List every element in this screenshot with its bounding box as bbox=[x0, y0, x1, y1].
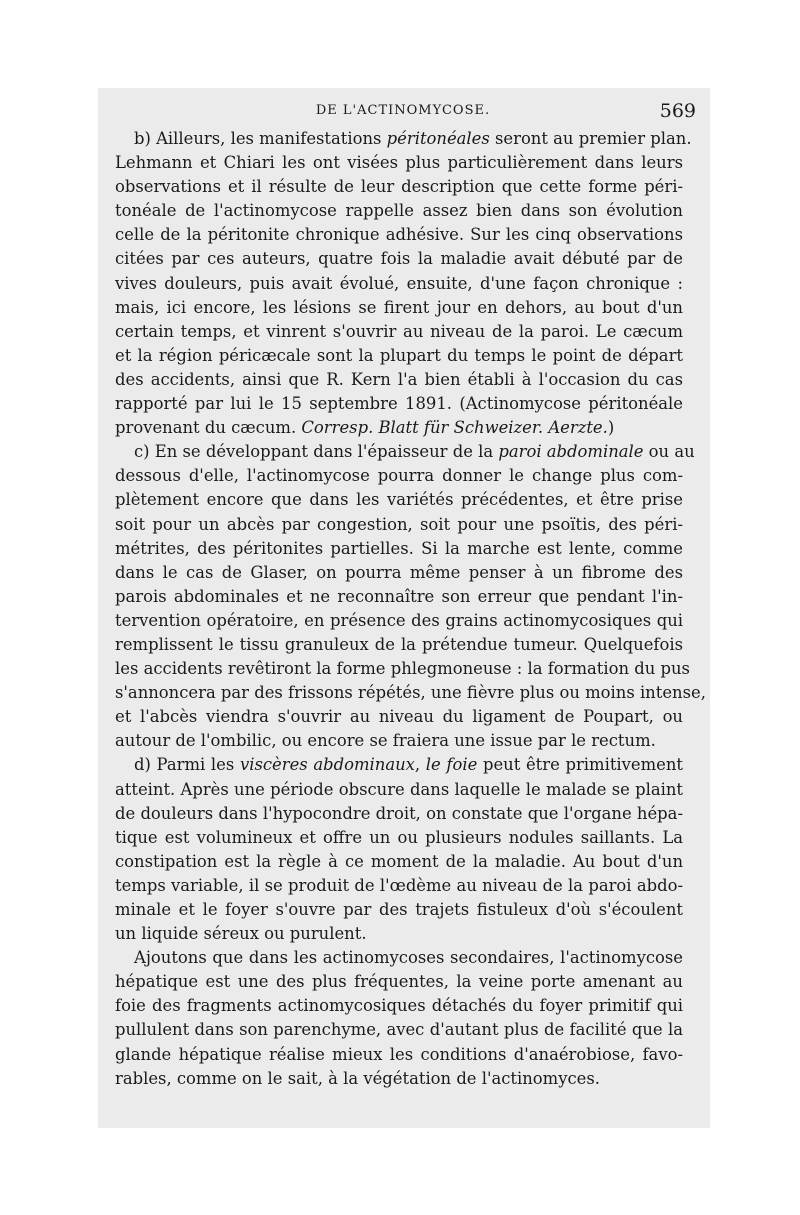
text-segment: provenant du cæcum. bbox=[115, 418, 302, 438]
text-segment: temps variable, il se produit de l'œdème au niveau de la paroi abdo- bbox=[115, 875, 683, 895]
text-segment: et la région péricæcale sont la plupart du temps le point de départ bbox=[115, 345, 683, 365]
running-title: DE L'ACTINOMYCOSE. bbox=[315, 103, 491, 118]
text-line bbox=[115, 898, 683, 922]
paragraph bbox=[115, 946, 683, 1091]
text-segment: citées par ces auteurs, quatre fois la maladie avait débuté par de bbox=[115, 249, 683, 269]
text-segment: mais, ici encore, les lésions se firent jour en dehors, au bout d'un bbox=[115, 297, 683, 317]
body-text bbox=[115, 127, 706, 1091]
text-segment: vives douleurs, puis avait évolué, ensuite, d'une façon chronique : bbox=[115, 273, 683, 293]
italic-text: péritonéales bbox=[386, 129, 490, 148]
text-line bbox=[115, 513, 683, 537]
text-line bbox=[115, 127, 692, 151]
text-line bbox=[115, 705, 683, 729]
text-segment: de douleurs dans l'hypocondre droit, on constate que l'organe hépa- bbox=[115, 803, 683, 823]
text-segment: peut être primitivement bbox=[477, 755, 683, 775]
text-line bbox=[115, 778, 683, 802]
text-line bbox=[115, 922, 683, 946]
text-segment: certain temps, et vinrent s'ouvrir au niveau de la paroi. Le cæcum bbox=[115, 321, 683, 341]
text-segment: hépatique est une des plus fréquentes, la veine porte amenant au bbox=[115, 972, 683, 992]
text-segment: rables, comme on le sait, à la végétation de l'actinomyces. bbox=[115, 1068, 600, 1088]
text-segment: minale et le foyer s'ouvre par des trajets fistuleux d'où s'écoulent bbox=[115, 900, 683, 919]
text-line bbox=[115, 344, 683, 368]
text-line bbox=[115, 1043, 683, 1067]
text-segment: ) bbox=[607, 418, 615, 438]
text-segment: métrites, des péritonites partielles. Si la marche est lente, comme bbox=[115, 538, 683, 558]
paragraph bbox=[115, 753, 683, 946]
text-line bbox=[115, 464, 683, 488]
text-line bbox=[115, 970, 683, 994]
text-line bbox=[115, 440, 695, 464]
text-line bbox=[115, 946, 683, 970]
text-line bbox=[115, 537, 683, 561]
text-line bbox=[115, 657, 690, 681]
text-segment: soit pour un abcès par congestion, soit pour une psoïtis, des péri- bbox=[115, 514, 683, 534]
text-line bbox=[115, 561, 683, 585]
text-line bbox=[115, 609, 683, 633]
text-line bbox=[115, 585, 683, 609]
text-line bbox=[115, 874, 683, 898]
text-line bbox=[115, 175, 683, 199]
text-segment: d) Parmi les bbox=[134, 755, 240, 775]
text-segment: dessous d'elle, l'actinomycose pourra donner le change plus com- bbox=[115, 466, 683, 486]
text-line bbox=[115, 729, 683, 753]
italic-text: le foie bbox=[425, 755, 478, 775]
italic-text: Corresp. Blatt für Schweizer. Aerzte. bbox=[301, 418, 608, 438]
text-segment: constipation est la règle à ce moment de la maladie. Au bout d'un bbox=[115, 851, 683, 871]
text-line bbox=[115, 994, 683, 1018]
text-segment: foie des fragments actinomycosiques détachés du foyer primitif qui bbox=[115, 996, 683, 1016]
italic-text: viscères abdominaux bbox=[239, 755, 415, 775]
text-segment: ou au bbox=[643, 442, 695, 462]
text-segment: observations et il résulte de leur description que cette forme péri- bbox=[115, 177, 683, 197]
text-line bbox=[115, 320, 683, 344]
text-line bbox=[115, 151, 683, 175]
page-number: 569 bbox=[659, 100, 696, 122]
text-line bbox=[115, 753, 683, 777]
text-segment: b) Ailleurs, les manifestations bbox=[134, 129, 387, 148]
text-line bbox=[115, 296, 683, 320]
text-segment: , bbox=[414, 755, 426, 775]
text-line bbox=[115, 272, 683, 296]
text-line bbox=[115, 247, 683, 271]
text-line bbox=[115, 392, 683, 416]
text-segment: autour de l'ombilic, ou encore se fraiera une issue par le rectum. bbox=[115, 731, 656, 751]
text-segment: et l'abcès viendra s'ouvrir au niveau du ligament de Poupart, ou bbox=[115, 707, 683, 727]
text-segment: les accidents revêtiront la forme phlegmoneuse : la formation du pus bbox=[115, 659, 690, 679]
text-segment: pullulent dans son parenchyme, avec d'autant plus de facilité que la bbox=[115, 1020, 683, 1040]
text-line bbox=[115, 850, 683, 874]
text-segment: celle de la péritonite chronique adhésive. Sur les cinq observations bbox=[115, 225, 683, 245]
text-segment: parois abdominales et ne reconnaître son erreur que pendant l'in- bbox=[115, 586, 683, 606]
paragraph bbox=[115, 127, 692, 440]
text-segment: tervention opératoire, en présence des grains actinomycosiques qui bbox=[115, 610, 683, 630]
text-segment: atteint. Après une période obscure dans laquelle le malade se plaint bbox=[115, 779, 683, 799]
text-segment: glande hépatique réalise mieux les conditions d'anaérobiose, favo- bbox=[115, 1044, 683, 1064]
running-header bbox=[110, 101, 696, 123]
italic-text: paroi abdominale bbox=[498, 442, 644, 462]
text-line bbox=[115, 1018, 683, 1042]
text-line bbox=[115, 368, 683, 392]
text-segment: s'annoncera par des frissons répétés, une fièvre plus ou moins intense, bbox=[115, 683, 706, 703]
text-line bbox=[115, 199, 683, 223]
text-line bbox=[115, 1067, 683, 1091]
text-segment: tique est volumineux et offre un ou plusieurs nodules saillants. La bbox=[115, 827, 683, 847]
text-line bbox=[115, 802, 683, 826]
text-segment: tonéale de l'actinomycose rappelle assez bien dans son évolution bbox=[115, 201, 683, 221]
text-line bbox=[115, 416, 683, 440]
text-segment: des accidents, ainsi que R. Kern l'a bien établi à l'occasion du cas bbox=[115, 369, 683, 389]
text-segment: seront au premier plan. bbox=[489, 129, 692, 148]
text-segment: Ajoutons que dans les actinomycoses secondaires, l'actinomycose bbox=[134, 948, 683, 968]
text-line bbox=[115, 681, 706, 705]
text-segment: dans le cas de Glaser, on pourra même penser à un fibrome des bbox=[115, 562, 683, 582]
text-segment: plètement encore que dans les variétés précédentes, et être prise bbox=[115, 490, 683, 510]
text-segment: Lehmann et Chiari les ont visées plus particulièrement dans leurs bbox=[115, 153, 683, 173]
text-segment: c) En se développant dans l'épaisseur de la bbox=[134, 442, 499, 462]
text-line bbox=[115, 223, 683, 247]
paragraph bbox=[115, 440, 706, 753]
text-segment: remplissent le tissu granuleux de la prétendue tumeur. Quelquefois bbox=[115, 634, 683, 654]
text-line bbox=[115, 633, 683, 657]
text-segment: un liquide séreux ou purulent. bbox=[115, 924, 367, 944]
text-line bbox=[115, 488, 683, 512]
text-segment: rapporté par lui le 15 septembre 1891. (Actinomycose péritonéale bbox=[115, 394, 683, 414]
text-line bbox=[115, 826, 683, 850]
